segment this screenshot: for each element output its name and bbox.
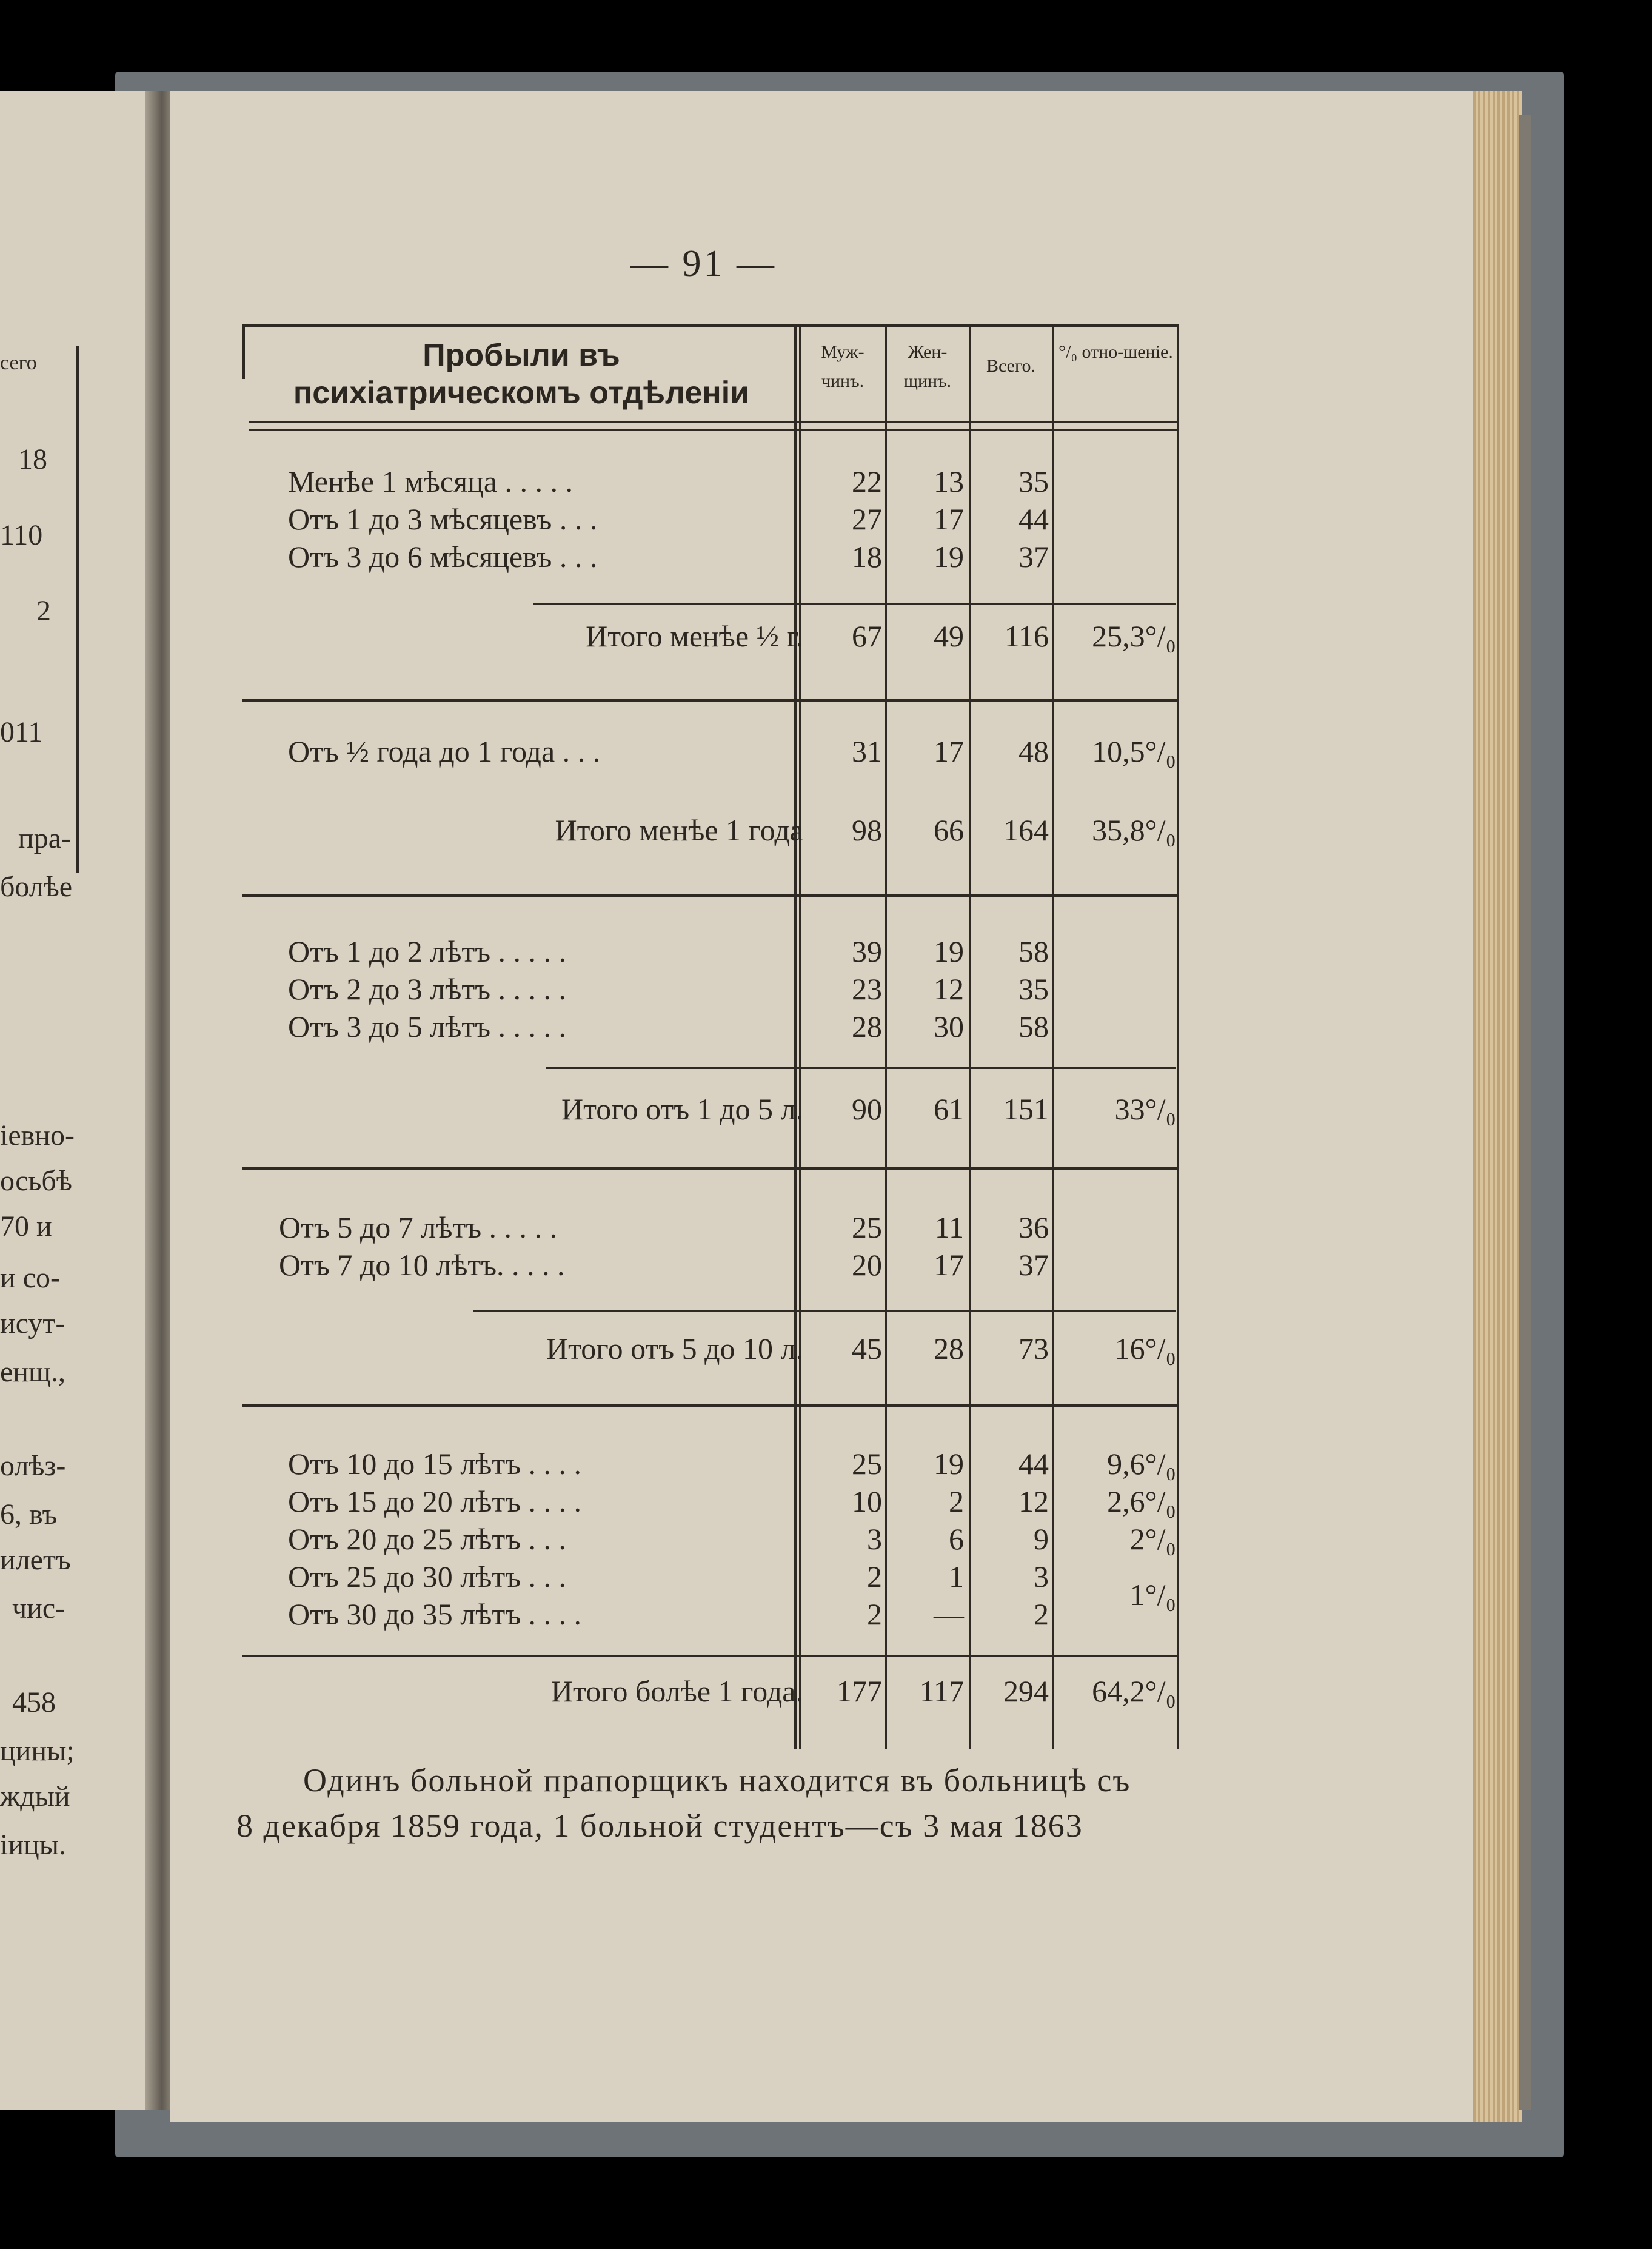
women-cell: 49 bbox=[934, 619, 964, 653]
left-word: іицы. bbox=[0, 1829, 66, 1861]
total-cell: 9 bbox=[1034, 1522, 1049, 1556]
total-cell: 294 bbox=[1003, 1674, 1049, 1708]
table-row bbox=[242, 501, 1179, 539]
column-header-percent: °/₀ отно-шеніе. bbox=[1058, 342, 1173, 362]
left-word: и со- bbox=[0, 1262, 60, 1294]
group-rule bbox=[242, 699, 1179, 702]
group-rule bbox=[242, 1167, 1179, 1170]
subtotal-rule bbox=[473, 1310, 1176, 1312]
percent-cell: 9,6°/₀ bbox=[1107, 1447, 1176, 1481]
left-word: 6, въ bbox=[0, 1498, 58, 1530]
men-cell: 2 bbox=[867, 1560, 882, 1594]
cover-edge bbox=[1519, 115, 1531, 2110]
total-cell: 44 bbox=[1018, 1447, 1049, 1481]
left-word: 70 и bbox=[0, 1210, 52, 1242]
women-cell: 117 bbox=[919, 1674, 964, 1708]
row-label: Отъ 2 до 3 лѣтъ . . . . . bbox=[288, 972, 567, 1006]
total-cell: 116 bbox=[1004, 619, 1049, 653]
row-label: Отъ 20 до 25 лѣтъ . . . bbox=[288, 1522, 567, 1556]
women-cell: 30 bbox=[934, 1010, 964, 1044]
left-word: пра- bbox=[18, 822, 71, 854]
percent-cell: 2°/₀ bbox=[1129, 1522, 1176, 1556]
women-cell: 28 bbox=[934, 1332, 964, 1366]
women-cell: 1 bbox=[949, 1560, 964, 1594]
subtotal-label: Итого менѣе ½ г. bbox=[586, 619, 803, 653]
table-row bbox=[242, 464, 1179, 501]
men-cell: 10 bbox=[852, 1484, 882, 1518]
left-number: 011 bbox=[0, 716, 43, 748]
women-cell: 19 bbox=[934, 1447, 964, 1481]
left-word: олѣз- bbox=[0, 1450, 66, 1482]
men-cell: 3 bbox=[867, 1522, 882, 1556]
men-cell: 25 bbox=[852, 1447, 882, 1481]
table-row bbox=[242, 539, 1179, 577]
row-label: Отъ 30 до 35 лѣтъ . . . . bbox=[288, 1597, 582, 1631]
total-cell: 3 bbox=[1034, 1560, 1049, 1594]
total-cell: 151 bbox=[1003, 1092, 1049, 1126]
header-rule bbox=[249, 429, 1179, 431]
table-row bbox=[242, 734, 1179, 771]
row-label: Отъ 25 до 30 лѣтъ . . . bbox=[288, 1560, 567, 1594]
men-cell: 31 bbox=[852, 734, 882, 768]
row-label: Отъ 1 до 2 лѣтъ . . . . . bbox=[288, 934, 567, 968]
men-cell: 98 bbox=[852, 813, 882, 847]
body-text-line: 8 декабря 1859 года, 1 больной студентъ—съ 3 мая 1863 bbox=[236, 1808, 1083, 1844]
men-cell: 177 bbox=[837, 1674, 882, 1708]
women-cell: — bbox=[934, 1597, 964, 1631]
body-text-line: Одинъ больной прапорщикъ находится въ больницѣ съ bbox=[303, 1762, 1131, 1798]
left-word: ждый bbox=[0, 1780, 70, 1812]
men-cell: 2 bbox=[867, 1597, 882, 1631]
table-top-rule bbox=[242, 324, 1179, 327]
left-word: чис- bbox=[12, 1592, 65, 1624]
men-cell: 25 bbox=[852, 1210, 882, 1244]
table-row bbox=[242, 1247, 1179, 1285]
subtotal-rule bbox=[242, 1655, 1179, 1657]
women-cell: 17 bbox=[934, 502, 964, 536]
group-rule bbox=[242, 894, 1179, 897]
left-number: 458 bbox=[12, 1686, 56, 1718]
men-cell: 23 bbox=[852, 972, 882, 1006]
left-page bbox=[0, 91, 161, 2110]
table-row bbox=[242, 971, 1179, 1009]
women-cell: 61 bbox=[934, 1092, 964, 1126]
total-cell: 12 bbox=[1018, 1484, 1049, 1518]
left-word: енщ., bbox=[0, 1356, 65, 1388]
page-edges bbox=[1473, 91, 1522, 2122]
women-cell: 6 bbox=[949, 1522, 964, 1556]
women-cell: 19 bbox=[934, 934, 964, 968]
subtotal-label: Итого менѣе 1 года bbox=[555, 813, 803, 847]
total-cell: 37 bbox=[1018, 540, 1049, 574]
percent-cell: 25,3°/₀ bbox=[1092, 619, 1176, 653]
left-word: іевно- bbox=[0, 1119, 75, 1151]
row-label: Отъ 3 до 5 лѣтъ . . . . . bbox=[288, 1010, 567, 1044]
group-rule bbox=[242, 1404, 1179, 1407]
table-row bbox=[242, 1446, 1179, 1484]
men-cell: 45 bbox=[852, 1332, 882, 1366]
percent-cell: 64,2°/₀ bbox=[1092, 1674, 1176, 1708]
total-cell: 73 bbox=[1018, 1332, 1049, 1366]
row-label: Отъ 15 до 20 лѣтъ . . . . bbox=[288, 1484, 582, 1518]
men-cell: 28 bbox=[852, 1010, 882, 1044]
men-cell: 27 bbox=[852, 502, 882, 536]
total-cell: 36 bbox=[1018, 1210, 1049, 1244]
column-header-women: Жен-щинъ. bbox=[903, 342, 952, 391]
duration-table bbox=[242, 324, 1179, 1749]
table-row bbox=[242, 1597, 1179, 1634]
men-cell: 20 bbox=[852, 1248, 882, 1282]
women-cell: 66 bbox=[934, 813, 964, 847]
table-row bbox=[242, 1484, 1179, 1521]
page-number: — 91 — bbox=[630, 243, 777, 284]
table-row bbox=[242, 1009, 1179, 1047]
total-cell: 164 bbox=[1003, 813, 1049, 847]
left-word: осьбѣ bbox=[0, 1165, 72, 1197]
percent-cell: 35,8°/₀ bbox=[1092, 813, 1176, 847]
table-row-subtotal bbox=[242, 1331, 1179, 1369]
women-cell: 19 bbox=[934, 540, 964, 574]
men-cell: 90 bbox=[852, 1092, 882, 1126]
left-word: цины; bbox=[0, 1735, 75, 1767]
total-cell: 58 bbox=[1018, 934, 1049, 968]
left-number: 110 bbox=[0, 519, 43, 551]
total-cell: 44 bbox=[1018, 502, 1049, 536]
percent-cell: 1°/₀ bbox=[1129, 1578, 1176, 1612]
left-number: 2 bbox=[36, 595, 51, 627]
row-label: Отъ ½ года до 1 года . . . bbox=[288, 734, 601, 768]
women-cell: 17 bbox=[934, 734, 964, 768]
subtotal-label: Итого отъ 5 до 10 л. bbox=[546, 1332, 803, 1366]
women-cell: 12 bbox=[934, 972, 964, 1006]
left-word: илетъ bbox=[0, 1544, 71, 1576]
row-label: Менѣе 1 мѣсяца . . . . . bbox=[288, 464, 574, 498]
left-number: 18 bbox=[18, 443, 47, 475]
column-header-men: Муж-чинъ. bbox=[821, 342, 864, 391]
men-cell: 18 bbox=[852, 540, 882, 574]
percent-cell: 16°/₀ bbox=[1114, 1332, 1176, 1366]
table-left-rule bbox=[242, 324, 245, 379]
total-cell: 35 bbox=[1018, 464, 1049, 498]
row-label: Отъ 5 до 7 лѣтъ . . . . . bbox=[279, 1210, 558, 1244]
table-row bbox=[242, 1521, 1179, 1559]
men-cell: 39 bbox=[852, 934, 882, 968]
row-label: Отъ 7 до 10 лѣтъ. . . . . bbox=[279, 1248, 565, 1282]
table-row-subtotal bbox=[242, 1674, 1179, 1711]
table-row-subtotal bbox=[242, 1091, 1179, 1129]
percent-cell: 33°/₀ bbox=[1114, 1092, 1176, 1126]
table-row-subtotal bbox=[242, 618, 1179, 656]
women-cell: 17 bbox=[934, 1248, 964, 1282]
table-row bbox=[242, 1210, 1179, 1247]
percent-cell: 2,6°/₀ bbox=[1107, 1484, 1176, 1518]
women-cell: 11 bbox=[934, 1210, 964, 1244]
left-word: исут- bbox=[0, 1307, 65, 1339]
table-title: Пробыли въ психіатрическомъ отдѣленіи bbox=[293, 338, 750, 411]
column-header-total: Всего. bbox=[986, 356, 1036, 376]
total-cell: 2 bbox=[1034, 1597, 1049, 1631]
header-rule bbox=[249, 421, 1179, 423]
table-row bbox=[242, 1559, 1179, 1612]
left-page-rule bbox=[76, 346, 79, 873]
subtotal-label: Итого болѣе 1 года. bbox=[550, 1674, 803, 1708]
table-row bbox=[242, 934, 1179, 971]
total-cell: 58 bbox=[1018, 1010, 1049, 1044]
women-cell: 13 bbox=[934, 464, 964, 498]
men-cell: 67 bbox=[852, 619, 882, 653]
men-cell: 22 bbox=[852, 464, 882, 498]
subtotal-label: Итого отъ 1 до 5 л. bbox=[561, 1092, 803, 1126]
subtotal-rule bbox=[546, 1067, 1176, 1069]
left-word: болѣе bbox=[0, 871, 73, 903]
row-label: Отъ 3 до 6 мѣсяцевъ . . . bbox=[288, 540, 598, 574]
left-header-fragment: сего bbox=[0, 352, 37, 374]
women-cell: 2 bbox=[949, 1484, 964, 1518]
table-row-subtotal bbox=[242, 813, 1179, 850]
row-label: Отъ 1 до 3 мѣсяцевъ . . . bbox=[288, 502, 598, 536]
row-label: Отъ 10 до 15 лѣтъ . . . . bbox=[288, 1447, 582, 1481]
percent-cell: 10,5°/₀ bbox=[1092, 734, 1176, 768]
total-cell: 48 bbox=[1018, 734, 1049, 768]
subtotal-rule bbox=[533, 603, 1176, 605]
total-cell: 35 bbox=[1018, 972, 1049, 1006]
total-cell: 37 bbox=[1018, 1248, 1049, 1282]
